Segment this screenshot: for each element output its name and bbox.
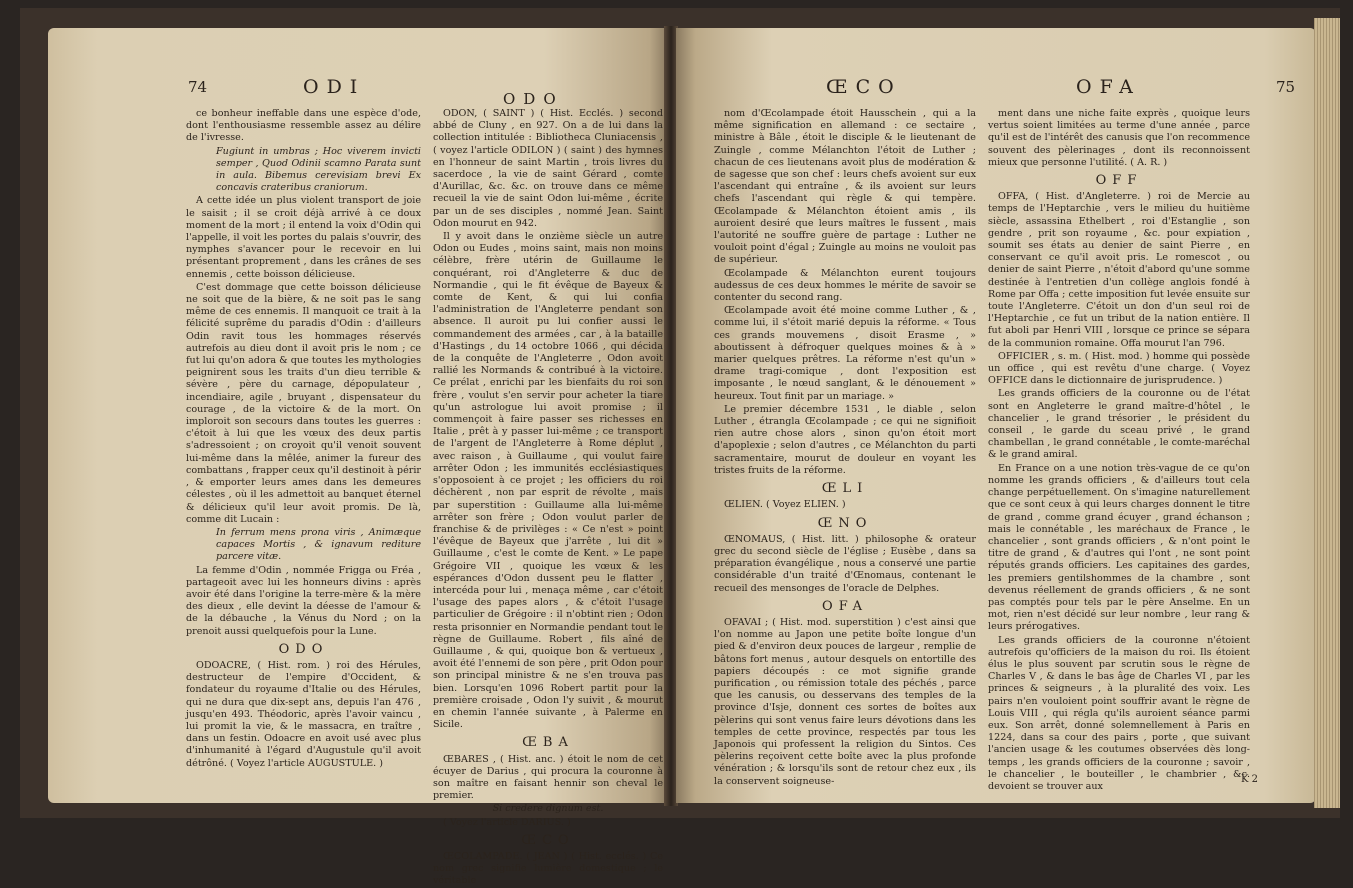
book-spread xyxy=(20,8,1340,887)
paragraph: OFFA, ( Hist. d'Angleterre. ) roi de Mercie au temps de l'Heptarchie , vers le milieu du huitième siècle, assassina Ethelbert , roi d'Estanglie , son gendre , prit son royaume , &c. pour expiation , soumit ses états au denier de saint Pierre , en conservant ce qu'il avoit pris. Le romescot , ou denier de saint Pierre , n'étoit d'abord qu'une somme destinée à l'entretien d'un collège anglois fondé à Rome par Offa ; cette imposition fut levée ensuite sur toute l'Angleterre. C'étoit un don d'un seul roi de l'Heptarchie , ce fut un tribut de la nation entière. Il fut aboli par Henri VIII , lorsque ce prince se sépara de la communion romaine. Offa mourut l'an 796. xyxy=(988,191,1250,349)
paragraph: C'est dommage que cette boisson délicieuse ne soit que de la bière, & ne soit pas le sang même de ces ennemis. Il manquoit ce trait à la félicité suprême du paradis d'Odin : d'ailleurs Odin ravit tous les hommages réservés autrefois au dieu dont il avoit pris le nom ; ce fut lui qu'on adora & que toutes les mythologies peignirent sous les traits d'un dieu terrible & sévère , père du carnage, dépopulateur , incendiaire, agile , bruyant , dispensateur du courage , de la victoire & de la mort. On imploroit son secours dans toutes les guerres : c'étoit à lui que les vœux des deux partis s'adressoient ; on croyoit qu'il venoit souvent lui-même dans la mêlée, animer la fureur des combattans , frapper ceux qu'il destinoit à périr , & emporter leurs ames dans les demeures célestes , où il les admettoit au banquet éternel & délicieux qu'il leur avoit promis. De là, comme dit Lucain : xyxy=(186,281,421,525)
page-number-left: 74 xyxy=(188,78,208,96)
paragraph: ODON, ( SAINT ) ( Hist. Ecclés. ) second abbé de Cluny , en 927. On a de lui dans la collection intitulée : Bibliotheca Cluniacensis , ( voyez l'article ODILON ) ( saint ) des hymnes en l'honneur de saint Martin , trois livres du sacerdoce , la vie de saint Gérard , comte d'Aurillac, &c. &c. on trouve dans ce même recueil la vie de saint Odon lui-même , écrite par un de ses disciples , nommé Jean. Saint Odon mourut en 942. xyxy=(433,108,663,229)
section-heading: OFA xyxy=(822,598,868,614)
latin-quote: Si credere dignum est. xyxy=(492,803,604,815)
paragraph: ŒLIEN. ( Voyez ELIEN. ) xyxy=(724,499,846,511)
verse-quote: In ferrum mens prona viris , Animæque capaces Mortis , & ignavum rediture parcere vitæ. xyxy=(216,526,421,563)
left-column-2 xyxy=(433,108,663,887)
paragraph: OFAVAI ; ( Hist. mod. superstition ) c'est ainsi que l'on nomme au Japon une petite boîte longue d'un pied & d'environ deux pouces de largeur , remplie de bâtons fort menus , autour desquels on entortille des papiers découpés : ce mot signifie grande purification , ou rémission totale des péchés , parce que les canusis, ou desservans des temples de la province d'Isje, donnent ces sortes de boîtes aux pèlerins qui sont venus faire leurs dévotions dans les temples de cette province, respectés par tous les Japonois qui professent la religion du Sintos. Ces pèlerins reçoivent cette boîte avec la plus profonde vénération ; & lorsqu'ils sont de retour chez eux , ils la conservent soigneuse- xyxy=(714,616,976,787)
left-column-1 xyxy=(186,108,421,798)
paragraph: ment dans une niche faite exprès , quoique leurs vertus soient limitées au terme d'une année , parce qu'il est de l'intérêt des canusis que l'on recommence souvent des pèlerinages , dont ils reconnoissent mieux que personne l'utilité. ( A. R. ) xyxy=(988,108,1250,168)
paragraph: Les grands officiers de la couronne ou de l'état sont en Angleterre le grand maître-d'hôtel , le chancelier , le grand trésorier , le président du conseil , le garde du sceau privé , le grand chambellan , le grand connétable , le comte-maréchal & le grand amiral. xyxy=(988,388,1251,461)
left-page xyxy=(48,28,668,887)
paragraph: Les grands officiers de la couronne n'étoient autrefois qu'officiers de la maison du roi. Ils étoient élus le plus souvent par scrutin sous le règne de Charles V , & dans le bas âge de Charles VI , par les princes & seigneurs , à la pluralité des voix. Les pairs n'en vouloient point souffrir avant le règne de Louis VIII , qui régla qu'ils auroient séance parmi eux. Son arrêt, donné solemnellement à Paris en 1224, dans sa cour des pairs , porte , que suivant l'ancien usage & les coutumes observées dès long-temps , les grands officiers de la couronne ; savoir , le chancelier , le bouteiller , le chambrier , &c. devoient se trouver aux xyxy=(988,634,1250,792)
verse-quote: Fugiunt in umbras ; Hoc viverem invicti semper , Quod Odinii scamno Parata sunt in aula. Bibemus cerevisiam brevi Ex concavis crateribus craniorum. xyxy=(216,145,421,194)
running-head-left: ODI xyxy=(303,76,366,98)
section-heading: OFF xyxy=(1095,173,1143,189)
paragraph: Œcolampade avoit été moine comme Luther , & , comme lui, il s'étoit marié depuis la réforme. « Tous ces grands mouvemens , disoit Erasme , » aboutissent à défroquer quelques moines & à » marier quelques prêtres. La réforme n'est qu'un » drame tragi-comique , dont l'exposition est imposante , le nœud sanglant, & le dénouement » heureux. Tout finit par un mariage. » xyxy=(714,305,976,402)
paragraph: nom d'Œcolampade étoit Hausschein , qui a la même signification en allemand : ce sectaire , ministre à Bâle , étoit le disciple & le lieutenant de Zuingle , comme Mélanchton l'étoit de Luther ; chacun de ces lieutenans avoit plus de modération & de sagesse que son chef : leurs chefs avoient sur eux l'ascendant qui entraîne , & ils avoient sur leurs chefs l'ascendant qui règle & qui tempère. Œcolampade & Mélanchton étoient amis , ils auroient desiré que leurs maîtres le fussent , mais l'autorité ne souffre guère de partage : Luther ne vouloit point d'égal ; Zuingle au moins ne vouloit pas de supérieur. xyxy=(714,108,976,266)
right-column-1 xyxy=(714,108,976,798)
right-column-2 xyxy=(988,108,1251,792)
paragraph: En France on a une notion très-vague de ce qu'on nomme les grands officiers , & d'ailleurs tout cela change perpétuellement. On s'imagine naturellement que ce sont ceux à qui leurs charges donnent le titre de grand , comme grand écuyer , grand échanson ; mais le connétable , les maréchaux de France , le chancelier , sont grands officiers , & n'ont point le titre de grand , & d'autres qui l'ont , ne sont point réputés grands officiers. Les capitaines des gardes, les premiers gentilshommes de la chambre , sont devenus réellement de grands officiers , & ne sont pas comptés pour tels par le père Anselme. En un mot, rien n'est décidé sur leur nombre , leur rang & leurs prérogatives. xyxy=(988,462,1250,633)
paragraph: ŒCOLAMPADE. ( JEAN ) ( Hist. ecclés. ) Ce nom grec signifie lumière domestique ; le véritable xyxy=(433,850,663,887)
running-head-left-col2: ODO xyxy=(503,90,564,108)
paragraph: A cette idée un plus violent transport de joie le saisit ; il se croit déjà arrivé à ce doux moment de la mort ; il entend la voix d'Odin qui l'appelle, il voit les portes du palais s'ouvrir, des nymphes s'avancer pour le recevoir en lui présentant proprement , dans les crânes de ses ennemis , cette boisson délicieuse. xyxy=(186,195,421,280)
section-heading: ŒLI xyxy=(821,481,869,497)
section-heading: ODO xyxy=(278,641,329,657)
page-edges xyxy=(1314,18,1340,808)
paragraph: ( Voyez l'article DARIUS. ) xyxy=(443,816,571,828)
paragraph: ŒNOMAUS, ( Hist. litt. ) philosophe & orateur grec du second siècle de l'église ; Eusèbe , dans sa préparation évangélique , nous a conservé une partie considérable d'un traité d'Œnomaus, contenant le recueil des mensonges de l'oracle de Delphes. xyxy=(714,533,976,594)
running-head-right-1: ŒCO xyxy=(826,76,902,98)
signature-mark: K 2 xyxy=(1241,774,1259,785)
paragraph: ce bonheur ineffable dans une espèce d'ode, dont l'enthousiasme ressemble assez au délire de l'ivresse. xyxy=(186,108,421,144)
section-heading: ŒNO xyxy=(817,515,873,531)
section-heading: ŒBA xyxy=(522,735,574,751)
paragraph: OFFICIER , s. m. ( Hist. mod. ) homme qui possède un office , qui est revêtu d'une charge. ( Voyez OFFICE dans le dictionnaire de jurisprudence. ) xyxy=(988,350,1250,387)
paragraph: Le premier décembre 1531 , le diable , selon Luther , étrangla Œcolampade ; ce qui ne signifioit rien autre chose alors , sinon qu'on étoit mort d'apoplexie ; selon d'autres , ce Mélanchton du parti sacramentaire, mourut de douleur en voyant les tristes fruits de la réforme. xyxy=(714,403,976,476)
section-heading: ŒCO xyxy=(521,832,575,848)
page-number-right: 75 xyxy=(1276,78,1296,96)
running-head-right-2: OFA xyxy=(1076,76,1141,98)
right-page xyxy=(676,28,1316,803)
paragraph: ODOACRE, ( Hist. rom. ) roi des Hérules, destructeur de l'empire d'Occident, & fondateur du royaume d'Italie ou des Hérules, qui ne dura que dix-sept ans, depuis l'an 476 , jusqu'en 493. Théodoric, après l'avoir vaincu , lui promit la vie, & le massacra, en traître , dans un festin. Odoacre en avoit usé avec plus d'inhumanité à l'égard d'Augustule qu'il avoit détrôné. ( Voyez l'article AUGUSTULE. ) xyxy=(186,659,421,769)
paragraph: Œcolampade & Mélanchton eurent toujours audessus de ces deux hommes le mérite de savoir se contenter du second rang. xyxy=(714,267,976,304)
paragraph: La femme d'Odin , nommée Frigga ou Fréa , partageoit avec lui les honneurs divins : après avoir été dans l'origine la terre-mère & la mère des dieux , elle devint la déesse de l'amour & de la débauche , la Vénus du Nord ; on la prenoit aussi quelquefois pour la Lune. xyxy=(186,564,421,637)
paragraph: Il y avoit dans le onzième siècle un autre Odon ou Eudes , moins saint, mais non moins célèbre, frère utérin de Guillaume le conquérant, roi d'Angleterre & duc de Normandie , qui le fit évêque de Bayeux & comte de Kent, & qui lui confia l'administration de l'Angleterre pendant son absence. Il auroit pu lui confier aussi le commandement des armées , car , à la bataille d'Hastings , du 14 octobre 1066 , qui décida de la conquête de l'Angleterre , Odon avoit rallié les Normands & contribué à la victoire. Ce prélat , enrichi par les bienfaits du roi son frère , voulut s'en servir pour acheter la tiare qu'un astrologue lui avoit promise ; il commençoit à faire passer ses richesses en Italie , prêt à y passer lui-même ; ce transport de l'argent de l'Angleterre à Rome déplut , avec raison , à Guillaume , qui voulut faire arrêter Odon ; les immunités ecclésiastiques s'opposoient à ce projet ; les officiers du roi déchèrent , non par esprit de révolte , mais par superstition : Guillaume alla lui-même arrêter son frère ; Odon voulut parler de franchise & de privilèges : « Ce n'est » point l'évêque de Bayeux que j'arrête , lui dit » Guillaume , c'est le comte de Kent. » Le pape Grégoire VII , quoique les vœux & les espérances d'Odon dussent peu le flatter , intercéda pour lui , menaça même , car c'étoit l'usage des papes alors , & c'étoit l'usage particulier de Grégoire : il n'obtint rien ; Odon resta prisonnier en Normandie pendant tout le règne de Guillaume. Robert , fils aîné de Guillaume , & qui, quoique bon & vertueux , avoit été l'ennemi de son père , prit Odon pour son principal ministre & ne s'en trouva pas bien. Lorsqu'en 1096 Robert partit pour la première croisade , Odon l'y suivit , & mourut en chemin l'année suivante , à Palerme en Sicile. xyxy=(433,231,663,731)
paragraph: ŒBARES , ( Hist. anc. ) étoit le nom de cet écuyer de Darius , qui procura la couronne à son maître en faisant hennir son cheval le premier. xyxy=(433,753,663,802)
